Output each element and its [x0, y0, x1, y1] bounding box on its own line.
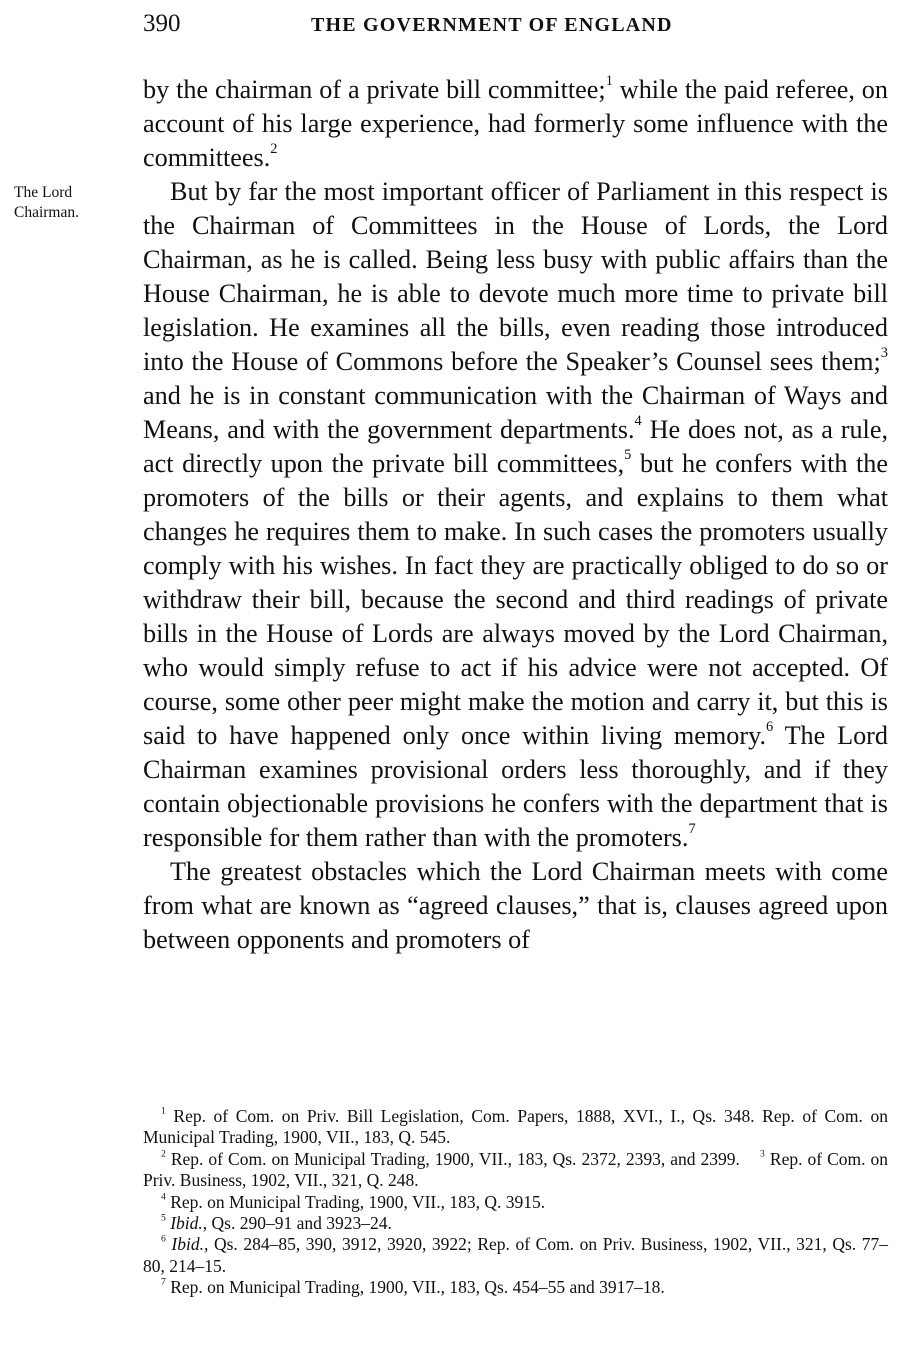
footnote-1	[143, 1106, 888, 1149]
footnote-mark-1: 1	[161, 1105, 166, 1117]
footnote-ref-4: 4	[634, 413, 642, 430]
p2-text-a: But by far the most important officer of Parliament in this respect is the Chairman of Committees in the House of Lords, the Lord Chairman, as he is called. Being less busy with public affairs than the House Chairman, he is able to devote much more time to private bill legislation. He examines all the bills, even reading those introduced into the House of Commons before the Speaker’s Counsel sees them;	[143, 177, 888, 376]
footnote-ref-6: 6	[766, 719, 774, 736]
footnote-6	[143, 1234, 888, 1277]
footnote-ref-1: 1	[605, 73, 613, 90]
footnote-ref-7: 7	[688, 821, 696, 838]
footnote-1-text: Rep. of Com. on Priv. Bill Legislation, Com. Papers, 1888, XVI., I., Qs. 348. Rep. of Com. on Municipal Trading, 1900, VII., 183, Q. 545.	[143, 1106, 889, 1148]
footnote-ref-3: 3	[880, 345, 888, 362]
footnote-mark-7: 7	[161, 1276, 166, 1288]
footnote-mark-3: 3	[760, 1148, 765, 1160]
footnote-2-text: Rep. of Com. on Municipal Trading, 1900, VII., 183, Qs. 2372, 2393, and 2399.	[170, 1148, 740, 1169]
margin-note-line-2: Chairman.	[14, 204, 79, 221]
footnote-7	[143, 1277, 888, 1298]
footnote-mark-6: 6	[161, 1233, 166, 1245]
running-title: THE GOVERNMENT OF ENGLAND	[311, 14, 673, 36]
p1-text-a: by the chairman of a private bill committee;	[143, 75, 606, 104]
footnote-mark-2: 2	[161, 1148, 166, 1160]
paragraph-2	[143, 175, 888, 855]
p2-text-d: but he confers with the promoters of the bills or their agents, and explains to them what changes he requires them to make. In such cases the promoters usually comply with his wishes. In fact they are practically obliged to do so or withdraw their bill, because the second and third readings of private bills in the House of Lords are always moved by the Lord Chairman, who would simply refuse to act if his advice were not accepted. Of course, some other peer might make the motion and carry it, but this is said to have happened only once within living memory.	[143, 449, 888, 750]
p1-text-b: while the paid referee, on account of his large experience, had formerly some influence with the committees.	[143, 75, 888, 172]
paragraph-1	[143, 73, 888, 175]
footnote-2-3	[143, 1149, 888, 1192]
footnote-5-text: , Qs. 290–91 and 3923–24.	[202, 1213, 392, 1234]
page-number: 390	[143, 10, 181, 37]
p2-text-b: and he is in constant communication with the Chairman of Ways and Means, and with the government departments.	[143, 381, 888, 444]
footnote-3-text: Rep. of Com. on Priv. Business, 1902, VII., 321, Q. 248.	[143, 1148, 889, 1191]
margin-note-line-1: The Lord	[14, 184, 73, 201]
body-text	[143, 73, 888, 957]
footnote-5-ibid: Ibid.	[170, 1213, 203, 1234]
footnote-4-text: Rep. on Municipal Trading, 1900, VII., 183, Q. 3915.	[170, 1191, 546, 1212]
p2-text-e: The Lord Chairman examines provisional orders less thoroughly, and if they contain objectionable provisions he confers with the department that is responsible for them rather than with the promoters.	[143, 721, 888, 852]
footnote-6-ibid: Ibid.	[171, 1234, 204, 1255]
margin-note	[14, 183, 124, 223]
footnotes	[143, 1106, 888, 1299]
footnote-4	[143, 1192, 888, 1213]
paragraph-3: The greatest obstacles which the Lord Chairman meets with come from what are known as “agreed clauses,” that is, clauses agreed upon between opponents and promoters of	[143, 857, 888, 954]
footnote-ref-2: 2	[270, 141, 278, 158]
footnote-mark-4: 4	[161, 1190, 166, 1202]
footnote-5	[143, 1213, 888, 1234]
footnote-mark-5: 5	[161, 1212, 166, 1224]
p2-text-c: He does not, as a rule, act directly upon the private bill committees,	[143, 415, 888, 478]
footnote-6-text: , Qs. 284–85, 390, 3912, 3920, 3922; Rep. of Com. on Priv. Business, 1902, VII., 321, Qs. 77–80, 214–15.	[143, 1234, 889, 1276]
footnote-7-text: Rep. on Municipal Trading, 1900, VII., 183, Qs. 454–55 and 3917–18.	[170, 1277, 665, 1298]
running-header	[143, 10, 888, 40]
footnote-ref-5: 5	[624, 447, 632, 464]
